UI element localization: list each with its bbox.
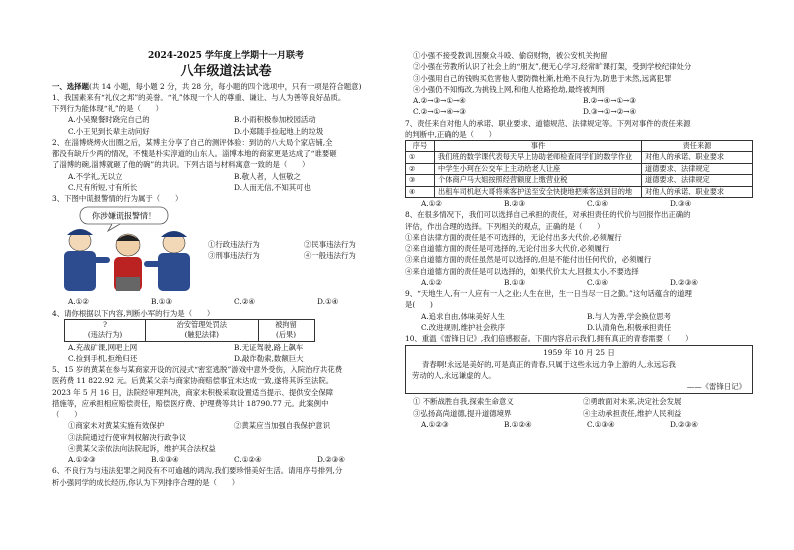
q3-line: 3、下图中谎报警情的行为属于（ ） <box>52 194 183 204</box>
quote-source: ——《雷锋日记》 <box>686 382 746 392</box>
section-note: (共 14 小题，每小题 2 分，共 28 分，每小题的四个选项中，只有一项是符合题意) <box>88 81 362 91</box>
q5-statement: ④黄某父亲依法向法院起诉，维护其合法权益 <box>68 443 216 453</box>
q7-cell: 中学生小珂在公交车上主动给老人让座 <box>435 163 642 174</box>
q5-statement: ③法院通过行使审判权解决行政争议 <box>68 432 187 442</box>
q4-option[interactable]: C.捡到手机,拒绝归还 <box>68 353 138 363</box>
q3-statement: ③刑事违法行为 <box>208 251 260 261</box>
q4-cell: 被拘留 (后果) <box>258 319 314 341</box>
q4-cell: ? (违法行为) <box>65 319 146 341</box>
q3-option[interactable]: A.①② <box>68 297 89 307</box>
q3-option[interactable]: D.①④ <box>317 297 339 307</box>
q1-line: 下列行为能体现“礼”的是（ ） <box>52 104 164 114</box>
q7-cell: 道德要求、法律规定 <box>642 163 753 174</box>
q10-option[interactable]: D.②③④ <box>670 419 698 429</box>
q5-line: （ ） <box>52 410 82 420</box>
q9-option[interactable]: D.认清角色,积极承担责任 <box>587 322 672 332</box>
q6-option[interactable]: D.③→①→②→④ <box>583 107 637 117</box>
q1-option[interactable]: C.小王见到长辈主动问好 <box>68 126 150 136</box>
q8-option[interactable]: A.①② <box>421 277 442 287</box>
q7-option[interactable]: D.③④ <box>670 199 692 209</box>
q7-header: 责任来源 <box>642 141 753 152</box>
left-column <box>52 0 400 488</box>
q7-cell: ③ <box>406 175 435 186</box>
q5-option[interactable]: D.②③④ <box>317 455 345 465</box>
q8-option[interactable]: C.①④ <box>587 277 608 287</box>
exam-title: 2024-2025 学年度上学期十一月联考 <box>148 51 304 61</box>
q6-option[interactable]: B.②→④→①→③ <box>583 96 636 105</box>
q2-line: 了淄博的碗,淄博就砸了他的碗”的共识。下列古语与材料寓意一致的是（ ） <box>52 160 310 170</box>
q9-option[interactable]: B.与人为善,学会换位思考 <box>587 311 672 321</box>
q5-line: 措施等，应承担相应赔偿责任，赔偿医疗费、护理费等共计 18790.77 元。此案例中 <box>52 398 329 408</box>
q2-option[interactable]: B.敬人者，人恒敬之 <box>234 171 301 181</box>
q10-line: 10、重温《雷锋日记》,我们倍感振奋。下面内容启示我们,拥有真正的青春需要（ ） <box>405 334 693 344</box>
q2-option[interactable]: D.人而无信,不知其可也 <box>234 182 311 192</box>
q8-statement: ②来自道德方面的责任是可选择的,无论付出多大代价,必须履行 <box>405 244 610 254</box>
q1-option[interactable]: D.小郑随手捡起地上的垃圾 <box>234 126 324 136</box>
q8-statement: ④来自道德方面的责任是可以选择的，如果代价太大,回报太小,不要选择 <box>405 266 639 276</box>
q6-line: 6、不良行为与违法犯罪之间没有不可逾越的鸿沟,我们要珍惜美好生活。请用序号排列,分 <box>52 466 343 476</box>
q10-statement: ③弘扬高尚道德,提升道德境界 <box>413 408 512 418</box>
q3-option[interactable]: C.②④ <box>234 297 255 307</box>
q7-cell: ① <box>406 152 435 163</box>
q7-line: 的判断中,正确的是（ ） <box>405 129 497 139</box>
q1-option[interactable]: A.小吴聚餐时跷完自己的 <box>68 115 150 125</box>
q7-line: 7、责任来自对他人的承诺、职业要求、道德规范、法律规定等。下列对事件的责任来源 <box>405 118 691 128</box>
q7-cell: ② <box>406 163 435 174</box>
q5-option[interactable]: C.①②④ <box>234 455 262 465</box>
q6-statement: ②小强在劳教所认识了社会上的“朋友”,便无心学习,经常旷课打架，受到学校纪律处分 <box>413 62 692 72</box>
section-label: 一、选择题 <box>52 81 89 91</box>
question-1 <box>52 92 400 137</box>
diary-quote-box <box>405 345 753 394</box>
q6-statements <box>405 50 753 118</box>
q5-statement: ①商家未对黄某实施有效保护 <box>68 421 165 431</box>
question-4 <box>52 308 400 365</box>
speech-bubble-text: 你涉嫌谎报警情！ <box>92 211 156 221</box>
exam-subject-title: 八年级道法试卷 <box>180 63 272 79</box>
q6-statement: ①小强不接受教训,因聚众斗殴、偷窃财物，被公安机关拘留 <box>413 51 608 60</box>
q9-option[interactable]: A.追求自由,体味美好人生 <box>421 311 505 321</box>
question-6 <box>52 465 400 488</box>
q7-option[interactable]: B.②③ <box>504 199 526 209</box>
q6-option[interactable]: C.②→①→④→③ <box>413 107 466 117</box>
q9-line: 是( ) <box>405 300 433 310</box>
question-5 <box>52 364 400 465</box>
q7-cell: 出租车司机赵大哥将乘客护送至安全快捷地把乘客送到目的地 <box>435 186 642 197</box>
question-10 <box>405 333 753 430</box>
q1-option[interactable]: B.小雨积极参加校园活动 <box>234 115 316 125</box>
q10-option[interactable]: B.①②④ <box>504 419 532 429</box>
q4-line: 4、请你根据以下内容,判断小军的行为是（ ） <box>52 308 215 318</box>
q10-statement: ②勇敢面对未来,决定社会发展 <box>583 397 682 407</box>
question-9 <box>405 288 753 333</box>
q8-option[interactable]: B.①③ <box>504 277 526 287</box>
q4-cell: 治安管理处罚法 (触犯法律) <box>146 319 258 341</box>
q6-line: 析小强同学的成长经历,你认为下列排序合理的是（ ） <box>52 477 240 487</box>
q3-option[interactable]: B.①③ <box>151 297 173 307</box>
section-heading <box>52 81 400 92</box>
quote-text: 青春啊!永远是美好的,可是真正的青春,只属于这些永远力争上游的人,永远忘我 <box>422 359 676 369</box>
q7-option[interactable]: C.①④ <box>587 199 608 209</box>
q7-cell: 道德要求、法律规定 <box>642 175 753 186</box>
q3-statement: ①行政违法行为 <box>208 240 260 250</box>
q7-cell: 对他人的承诺、职业要求 <box>642 152 753 163</box>
q4-option[interactable]: B.无证驾驶,路上飙车 <box>234 342 304 352</box>
q8-option[interactable]: D.②③④ <box>670 277 698 287</box>
question-3 <box>52 193 400 308</box>
q4-table <box>64 319 315 342</box>
q5-statement: ②黄某应当加强自我保护意识 <box>234 421 331 431</box>
q10-statement: ④主动承担责任,维护人民利益 <box>583 408 682 418</box>
quote-text: 劳动的人,永远谦虚的人。 <box>412 370 496 380</box>
q5-line: 医药费 11 822.92 元。后黄某父亲与商家协商赔偿事宜未达成一致,遂将其诉至法院。 <box>52 376 334 386</box>
q6-option[interactable]: A.②→③→①→④ <box>413 96 466 105</box>
q10-option[interactable]: A.①②③ <box>421 419 449 429</box>
q7-cell: ④ <box>406 186 435 197</box>
q10-option[interactable]: C.①③④ <box>587 419 615 429</box>
q5-line: 5、15 岁的黄某在参与某商家开设的沉浸式“密室逃脱”游戏中意外受伤，入院治疗共花费 <box>52 365 343 375</box>
q3-statement: ②民事违法行为 <box>304 240 356 250</box>
q2-line: 2、在淄博烧烤火出圈之后，某博主分享了自己的测评体验：到访的八大局个家店铺,全 <box>52 137 333 147</box>
q3-statement: ④一般违法行为 <box>304 251 356 261</box>
q5-line: 2023 年 5 月 16 日，法院经审理判决，商家未积极采取设置适当提示、提供安全保障 <box>52 387 334 397</box>
police-cartoon-illustration <box>52 205 202 295</box>
q8-line: 8、在很多情况下，我们可以选择自己承担的责任，对承担责任的代价与回报作出正确的 <box>405 210 691 220</box>
q7-header: 事件 <box>435 141 642 152</box>
q8-statement: ①来自法律方面的责任是不可选择的，无论付出多大代价,必须履行 <box>405 232 622 242</box>
q4-option[interactable]: A.充战矿课,网吧上网 <box>68 342 138 352</box>
q7-cell: 对他人的承诺、职业要求 <box>642 186 753 197</box>
q7-table <box>405 140 753 198</box>
q7-option[interactable]: A.①② <box>421 199 442 209</box>
q9-line: 9、“天地生人,有一人应有一人之业;人生在世，生一日当尽一日之勤。”这句话蕴含的道理 <box>405 289 692 299</box>
q2-option[interactable]: C.尺有所短,寸有所长 <box>68 182 138 192</box>
q5-option[interactable]: B.①③④ <box>151 455 179 465</box>
q10-statement: ① 不断战胜自我,探索生命意义 <box>413 397 514 407</box>
q7-header: 序号 <box>406 141 435 152</box>
q2-option[interactable]: A.不学礼,无以立 <box>68 171 123 181</box>
q8-line: 评估，作出合理的选择。下列相关的观点，正确的是（ ） <box>405 221 605 231</box>
question-8 <box>405 209 753 288</box>
q2-line: 都没有缺斤少两的情况，不愧是朴实淳道的山东人。淄博本地的商家更是达成了“谁要砸 <box>52 149 337 159</box>
right-column <box>405 50 753 430</box>
q6-statement: ③小强用自己的钱购买危害他人要防微杜渐,杜绝不良行为,防患于未然,远离犯罪 <box>413 73 672 83</box>
q6-statement: ④小强仍不知悔改,为挑钱上网,和他人抢路抢劫,最终被判刑 <box>413 84 605 94</box>
q1-line: 1、我国素来有“礼仪之邦”的美誉。“礼”体现一个人的尊重、谦让、与人为善等良好品质。 <box>52 92 346 102</box>
q8-statement: ③来自道德方面的责任虽然是可以选择的,但是不能付出任何代价，必须履行 <box>405 255 652 265</box>
question-2 <box>52 137 400 193</box>
q7-cell: 我们班的数学课代表每天早上协助老师检查同学们的数学作业 <box>435 152 642 163</box>
q7-cell: 个体商户马大姐按照经营额度上缴营业税 <box>435 175 642 186</box>
quote-date: 1959 年 10 月 25 日 <box>543 348 615 358</box>
q9-option[interactable]: C.改进规则,维护社会秩序 <box>421 322 505 332</box>
q5-option[interactable]: A.①②③ <box>68 455 96 465</box>
q4-option[interactable]: D.敲诈勒索,数额巨大 <box>234 353 304 363</box>
question-7 <box>405 118 753 210</box>
